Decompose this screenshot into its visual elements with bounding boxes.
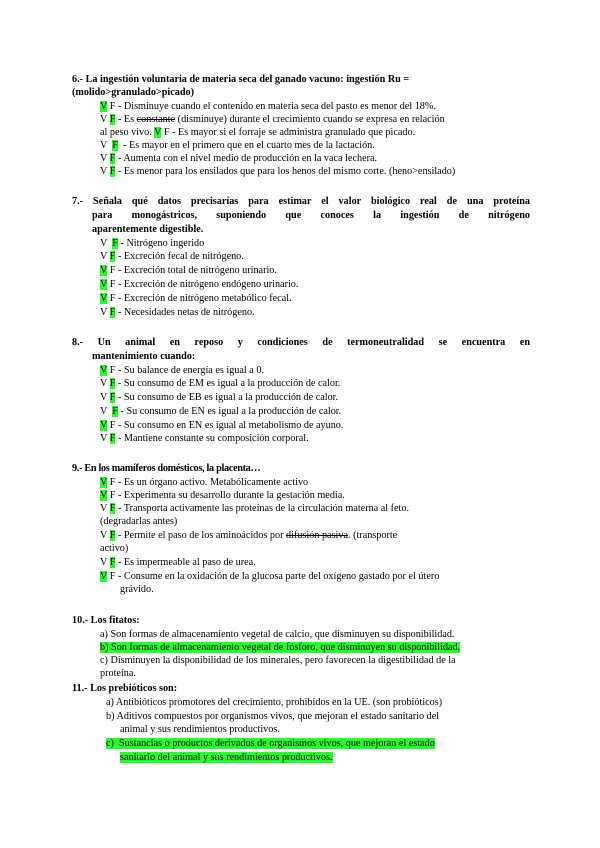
answer-highlight: F — [109, 557, 116, 568]
q8-option-6 — [100, 432, 309, 445]
q9-option-6 — [100, 570, 439, 583]
answer-highlight: F — [109, 114, 116, 125]
q9-option-1 — [100, 476, 308, 489]
q7-option-3 — [100, 264, 277, 277]
option-text: - Su balance de energía es igual a 0. — [115, 365, 265, 376]
q10-option-c: c) Disminuyen la disponibilidad de los minerales, pero favorecen la digestibilidad de la — [100, 655, 456, 666]
option-letter: F — [107, 279, 116, 290]
answer-highlight: V — [100, 265, 108, 276]
answer-highlight: F — [109, 392, 116, 403]
answer-highlight: V — [100, 101, 108, 112]
q10-title: 10.- Los fitatos: — [72, 615, 140, 626]
option-letter: V — [100, 153, 110, 164]
q6-option-1 — [100, 100, 436, 113]
q9-option-4-note: activo) — [100, 543, 129, 554]
option-text: - Nitrógeno ingerido — [117, 238, 205, 249]
option-text: - Es — [115, 114, 137, 125]
answer-highlight: F — [109, 166, 116, 177]
answer-highlight: F — [112, 406, 118, 417]
q7-option-1 — [100, 237, 204, 250]
q6-option-3 — [100, 126, 415, 139]
option-text: - Es menor para los ensilados que para los henos del mismo corte. (heno>ensilado) — [115, 166, 456, 177]
option-text: . (transporte — [347, 530, 398, 541]
answer-highlight: b) Son formas de almacenamiento vegetal de fósforo, que disminuyen su disponibilidad. — [100, 642, 461, 653]
answer-highlight: V — [100, 490, 108, 501]
answer-highlight: V — [100, 365, 108, 376]
q6-title-line1: 6.- La ingestión voluntaria de materia seca del ganado vacuno: ingestión Ru = — [72, 74, 410, 85]
answer-highlight: F — [109, 307, 116, 318]
struck-text: constante — [136, 114, 176, 125]
option-text: - Consume en la oxidación de la glucosa parte del oxígeno gastado por el útero — [115, 571, 440, 582]
option-text: - Es mayor en el primero que en el cuarto mes de la lactación. — [117, 140, 375, 151]
q8-option-1 — [100, 364, 264, 377]
option-text: - Aumenta con el nivel medio de producción en la vaca lechera. — [115, 153, 378, 164]
q8-option-3 — [100, 391, 338, 404]
q6-option-4 — [100, 139, 375, 152]
q7-option-2 — [100, 250, 244, 263]
q11-title: 11.- Los prebióticos son: — [72, 683, 178, 694]
q9-title: 9.- En los mamíferos domésticos, la placenta… — [72, 463, 261, 474]
q7-option-6 — [100, 306, 255, 319]
answer-highlight: V — [100, 477, 108, 488]
option-letter: V — [100, 433, 110, 444]
option-text: - Mantiene constante su composición corporal. — [115, 433, 309, 444]
q7-title-line1: 7.- Señala qué datos precisarías para estimar el valor biológico real de una proteína — [72, 196, 530, 207]
q11-option-b-cont: animal y sus rendimientos productivos. — [120, 724, 280, 735]
option-letter: V — [100, 378, 110, 389]
q9-option-3 — [100, 502, 409, 515]
option-text: - Excreción fecal de nitrógeno. — [115, 251, 244, 262]
answer-highlight: V — [100, 293, 108, 304]
q9-option-5 — [100, 556, 256, 569]
option-text: - Su consumo de EB es igual a la producción de calor. — [115, 392, 339, 403]
option-letter: F — [107, 293, 116, 304]
q8-title-line2: mantenimiento cuando: — [92, 351, 196, 362]
option-letter: F — [107, 420, 116, 431]
answer-highlight: V — [100, 420, 108, 431]
q8-title-line1: 8.- Un animal en reposo y condiciones de termoneutralidad se encuentra en — [72, 337, 530, 348]
option-letter: V — [100, 530, 110, 541]
q6-option-2 — [100, 113, 445, 126]
answer-highlight: F — [109, 530, 116, 541]
option-text: - Necesidades netas de nitrógeno. — [115, 307, 255, 318]
q7-option-4 — [100, 278, 298, 291]
option-letter: V — [100, 307, 110, 318]
option-letter: F — [107, 365, 116, 376]
q6-option-5 — [100, 152, 377, 165]
answer-highlight: F — [109, 251, 116, 262]
answer-highlight: F — [109, 433, 116, 444]
option-text: - Experimenta su desarrollo durante la gestación media. — [115, 490, 345, 501]
q8-option-5 — [100, 419, 343, 432]
answer-highlight: F — [109, 153, 116, 164]
q7-title-line2: para monogástricos, suponiendo que conoces la ingestión de nitrógeno — [92, 210, 530, 221]
option-letter: F — [107, 477, 116, 488]
option-text: - Su consumo en EN es igual al metabolismo de ayuno. — [115, 420, 344, 431]
option-text: - Es impermeable al paso de urea. — [115, 557, 256, 568]
q11-option-a: a) Antibióticos promotores del crecimiento, prohibidos en la UE. (son probióticos) — [106, 697, 443, 708]
option-letter: V — [100, 406, 113, 417]
q9-option-3-note: (degradarlas antes) — [100, 516, 178, 527]
option-letter: V — [100, 392, 110, 403]
option-text: - Es un órgano activo. Metabólicamente activo — [115, 477, 309, 488]
option-letter: V — [100, 238, 113, 249]
answer-highlight: c) Sustancias o productos derivados de organismos vivos, que mejoran el estado — [106, 738, 435, 749]
q8-option-4 — [100, 405, 341, 418]
option-letter: F — [107, 101, 116, 112]
q11-option-c-cont — [120, 751, 333, 764]
q11-option-c — [106, 737, 435, 750]
answer-highlight: V — [100, 279, 108, 290]
struck-text: difusión pasiva — [286, 530, 348, 541]
answer-highlight: F — [109, 503, 116, 514]
q11-option-b: b) Aditivos compuestos por organismos vivos, que mejoran el estado sanitario del — [106, 711, 440, 722]
option-letter: F — [107, 571, 116, 582]
q7-title-line3: aparentemente digestible. — [92, 224, 204, 235]
option-text: - Su consumo de EM es igual a la producción de calor. — [115, 378, 341, 389]
answer-highlight: F — [109, 378, 116, 389]
answer-highlight: V — [154, 127, 162, 138]
option-text: - Excreción de nitrógeno metabólico fecal. — [115, 293, 292, 304]
q9-option-4 — [100, 529, 397, 542]
q8-option-2 — [100, 377, 340, 390]
q10-option-c-cont: proteína. — [100, 668, 136, 679]
option-text: - Permite el paso de los aminoácidos por — [115, 530, 287, 541]
option-letter: F — [107, 265, 116, 276]
option-letter: V — [100, 503, 110, 514]
option-text: - Disminuye cuando el contenido en materia seca del pasto es menor del 18%. — [115, 101, 436, 112]
answer-highlight: F — [112, 238, 118, 249]
option-letter: V — [100, 140, 113, 151]
option-text: al peso vivo. — [100, 127, 155, 138]
q10-option-a: a) Son formas de almacenamiento vegetal de calcio, que disminuyen su disponibilidad. — [100, 629, 455, 640]
option-letter: V — [100, 557, 110, 568]
option-text: F - Es mayor si el forraje se administra granulado que picado. — [161, 127, 416, 138]
option-letter: V — [100, 251, 110, 262]
q6-option-6 — [100, 165, 455, 178]
option-text: - Excreción total de nitrógeno urinario. — [115, 265, 277, 276]
answer-highlight: sanitario del animal y sus rendimientos productivos. — [120, 752, 333, 763]
answer-highlight: F — [112, 140, 118, 151]
option-letter: F — [107, 490, 116, 501]
q9-option-2 — [100, 489, 345, 502]
option-text: (disminuye) durante el crecimiento cuando se expresa en relación — [175, 114, 445, 125]
option-text: - Su consumo de EN es igual a la producción de calor. — [117, 406, 342, 417]
option-text: - Excreción de nitrógeno endógeno urinario. — [115, 279, 299, 290]
answer-highlight: V — [100, 571, 108, 582]
q10-option-b — [100, 641, 460, 654]
q6-title-line2: (molido>granulado>picado) — [72, 87, 194, 98]
option-letter: V — [100, 166, 110, 177]
q7-option-5 — [100, 292, 292, 305]
option-letter: V — [100, 114, 110, 125]
option-text: - Transporta activamente las proteínas de la circulación materna al feto. — [115, 503, 410, 514]
q9-option-6-cont: grávido. — [120, 584, 154, 595]
